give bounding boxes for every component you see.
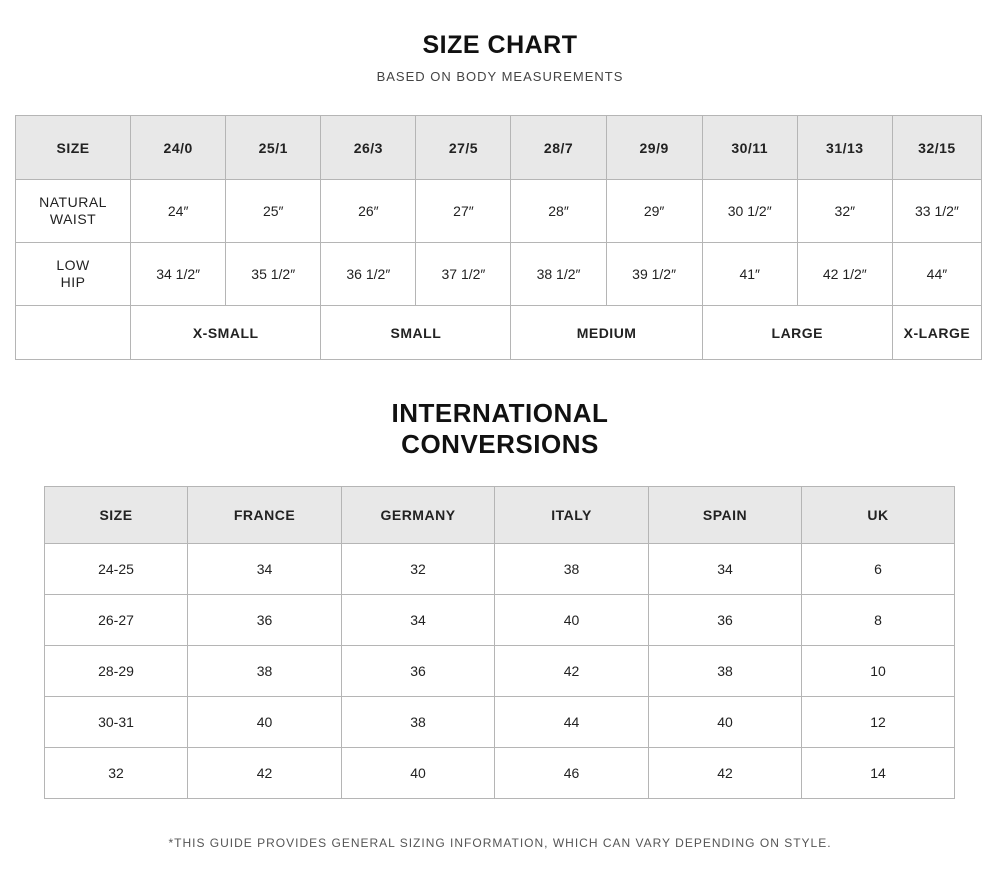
table-cell: 30-31 [45, 697, 188, 748]
size-header-label: SIZE [16, 116, 131, 180]
hip-row-label [16, 243, 131, 306]
size-chart-title: SIZE CHART [422, 31, 578, 59]
waist-label-line2: WAIST [49, 211, 97, 227]
size-header-cell: 27/5 [416, 116, 511, 180]
waist-cell: 33 1/2″ [892, 180, 981, 243]
size-category-blank [16, 306, 131, 360]
table-cell: 34 [342, 595, 495, 646]
waist-label-line1: NATURAL [39, 194, 107, 210]
waist-cell: 25″ [226, 180, 321, 243]
table-cell: 8 [802, 595, 955, 646]
table-cell: 46 [495, 748, 649, 799]
international-header-row [45, 487, 955, 544]
table-cell: 34 [649, 544, 802, 595]
waist-cell: 29″ [606, 180, 702, 243]
international-header-cell: SIZE [45, 487, 188, 544]
table-row [45, 544, 955, 595]
waist-cell: 26″ [321, 180, 416, 243]
size-category-cell: X-LARGE [892, 306, 981, 360]
size-chart-subtitle: BASED ON BODY MEASUREMENTS [376, 69, 624, 84]
international-header-cell: FRANCE [188, 487, 342, 544]
size-header-cell: 28/7 [511, 116, 606, 180]
waist-cell: 24″ [131, 180, 226, 243]
table-cell: 40 [342, 748, 495, 799]
table-row [45, 697, 955, 748]
table-cell: 40 [649, 697, 802, 748]
size-category-row [16, 306, 982, 360]
hip-cell: 42 1/2″ [797, 243, 892, 306]
hip-cell: 36 1/2″ [321, 243, 416, 306]
table-cell: 42 [649, 748, 802, 799]
size-header-cell: 30/11 [702, 116, 797, 180]
size-header-cell: 24/0 [131, 116, 226, 180]
table-cell: 38 [649, 646, 802, 697]
table-cell: 38 [342, 697, 495, 748]
table-cell: 42 [495, 646, 649, 697]
waist-cell: 27″ [416, 180, 511, 243]
hip-cell: 44″ [892, 243, 981, 306]
size-header-cell: 32/15 [892, 116, 981, 180]
international-header-cell: GERMANY [342, 487, 495, 544]
size-category-cell: MEDIUM [511, 306, 702, 360]
hip-row [16, 243, 982, 306]
table-cell: 38 [188, 646, 342, 697]
table-cell: 44 [495, 697, 649, 748]
international-header-cell: UK [802, 487, 955, 544]
waist-cell: 32″ [797, 180, 892, 243]
table-cell: 26-27 [45, 595, 188, 646]
waist-cell: 28″ [511, 180, 606, 243]
table-cell: 10 [802, 646, 955, 697]
table-cell: 32 [45, 748, 188, 799]
hip-cell: 39 1/2″ [606, 243, 702, 306]
table-cell: 24-25 [45, 544, 188, 595]
table-cell: 34 [188, 544, 342, 595]
size-category-cell: SMALL [321, 306, 511, 360]
table-cell: 40 [188, 697, 342, 748]
table-row [45, 646, 955, 697]
table-cell: 6 [802, 544, 955, 595]
hip-label-line2: HIP [60, 274, 86, 290]
size-category-cell: X-SMALL [131, 306, 321, 360]
table-cell: 14 [802, 748, 955, 799]
international-table [44, 486, 955, 799]
international-title-line2: CONVERSIONS [401, 429, 599, 459]
table-cell: 32 [342, 544, 495, 595]
table-row [45, 748, 955, 799]
hip-cell: 35 1/2″ [226, 243, 321, 306]
size-header-row [16, 116, 982, 180]
international-title-line1: INTERNATIONAL [391, 398, 609, 428]
table-cell: 12 [802, 697, 955, 748]
hip-label-line1: LOW [56, 257, 90, 273]
table-cell: 36 [188, 595, 342, 646]
hip-cell: 37 1/2″ [416, 243, 511, 306]
international-header-cell: ITALY [495, 487, 649, 544]
table-cell: 36 [342, 646, 495, 697]
size-category-cell: LARGE [702, 306, 892, 360]
waist-row-label [16, 180, 131, 243]
hip-cell: 34 1/2″ [131, 243, 226, 306]
size-header-cell: 25/1 [226, 116, 321, 180]
size-header-cell: 31/13 [797, 116, 892, 180]
size-chart-table [15, 115, 982, 360]
table-row [45, 595, 955, 646]
size-header-cell: 26/3 [321, 116, 416, 180]
size-header-cell: 29/9 [606, 116, 702, 180]
table-cell: 42 [188, 748, 342, 799]
table-cell: 38 [495, 544, 649, 595]
hip-cell: 38 1/2″ [511, 243, 606, 306]
footnote: *THIS GUIDE PROVIDES GENERAL SIZING INFORMATION, WHICH CAN VARY DEPENDING ON STYLE. [168, 836, 832, 850]
table-cell: 36 [649, 595, 802, 646]
table-cell: 40 [495, 595, 649, 646]
international-header-cell: SPAIN [649, 487, 802, 544]
waist-cell: 30 1/2″ [702, 180, 797, 243]
hip-cell: 41″ [702, 243, 797, 306]
international-title [0, 398, 1000, 460]
waist-row [16, 180, 982, 243]
table-cell: 28-29 [45, 646, 188, 697]
